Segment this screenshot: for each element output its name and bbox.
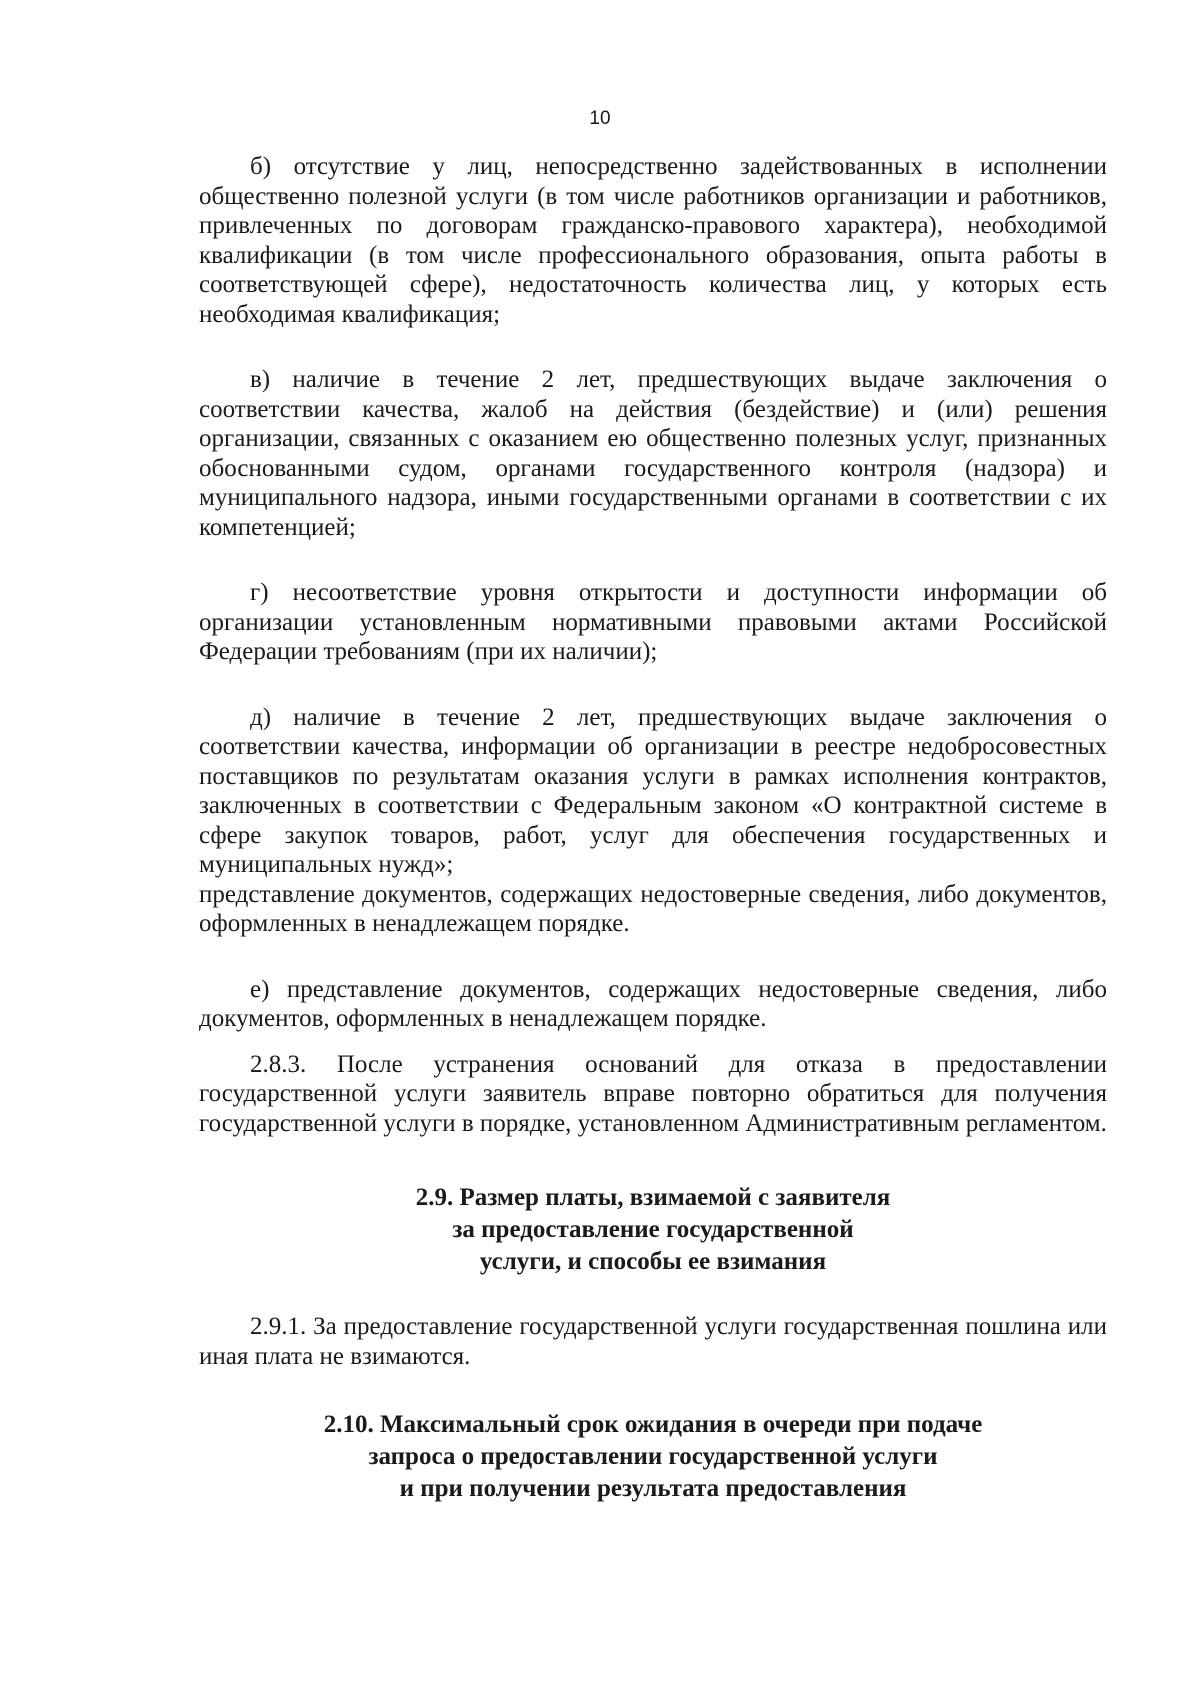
heading-2-9-line-1: 2.9. Размер платы, взимаемой с заявителя [415,1184,891,1211]
heading-2-9-line-3: услуги, и способы ее взимания [479,1248,827,1275]
heading-2-10-line-2: запроса о предоставлении государственной услуги [368,1443,938,1470]
paragraph-e: е) представление документов, содержащих недостоверные сведения, либо документов, оформленных в ненадлежащем порядке. [199,975,1107,1032]
paragraph-b: б) отсутствие у лиц, непосредственно задействованных в исполнении общественно полезной услуги (в том числе работников организации и работников, привлеченных по договорам гражданско-правового характера), необходимой квалификации (в том числе профессионального образования, опыта работы в соответствующей сфере), недостаточность количества лиц, у которых есть необходимая квалификация; [199,153,1107,328]
paragraph-d: д) наличие в течение 2 лет, предшествующих выдаче заключения о соответствии качества, информации об организации в реестре недобросовестных поставщиков по результатам оказания услуги в рамках исполнения контрактов, заключенных в соответствии с Федеральным законом «О контрактной системе в сфере закупок товаров, работ, услуг для обеспечения государственных и муниципальных нужд»; [199,703,1107,878]
heading-2-9 [199,1182,1107,1278]
document-body [199,152,1107,1505]
heading-2-9-line-2: за предоставление государственной [452,1216,854,1243]
paragraph-v: в) наличие в течение 2 лет, предшествующих выдаче заключения о соответствии качества, жалоб на действия (бездействие) и (или) решения организации, связанных с оказанием ею общественно полезных услуг, признанных обоснованными судом, органами государственного контроля (надзора) и муниципального надзора, иными государственными органами в соответствии с их компетенцией; [199,366,1107,541]
paragraph-d-continuation: представление документов, содержащих недостоверные сведения, либо документов, оформленных в ненадлежащем порядке. [199,880,1107,937]
heading-2-10 [199,1409,1107,1505]
paragraph-2-9-1: 2.9.1. За предоставление государственной услуги государственная пошлина или иная плата не взимаются. [199,1313,1107,1370]
paragraph-g: г) несоответствие уровня открытости и доступности информации об организации установленным нормативными правовыми актами Российской Федерации требованиям (при их наличии); [199,579,1107,665]
paragraph-2-8-3: 2.8.3. После устранения оснований для отказа в предоставлении государственной услуги заявитель вправе повторно обратиться для получения государственной услуги в порядке, установленном Административным регламентом. [199,1050,1107,1137]
page-number: 10 [589,108,611,129]
heading-2-10-line-3: и при получении результата предоставления [399,1475,907,1502]
heading-2-10-line-1: 2.10. Максимальный срок ожидания в очереди при подаче [323,1411,983,1438]
